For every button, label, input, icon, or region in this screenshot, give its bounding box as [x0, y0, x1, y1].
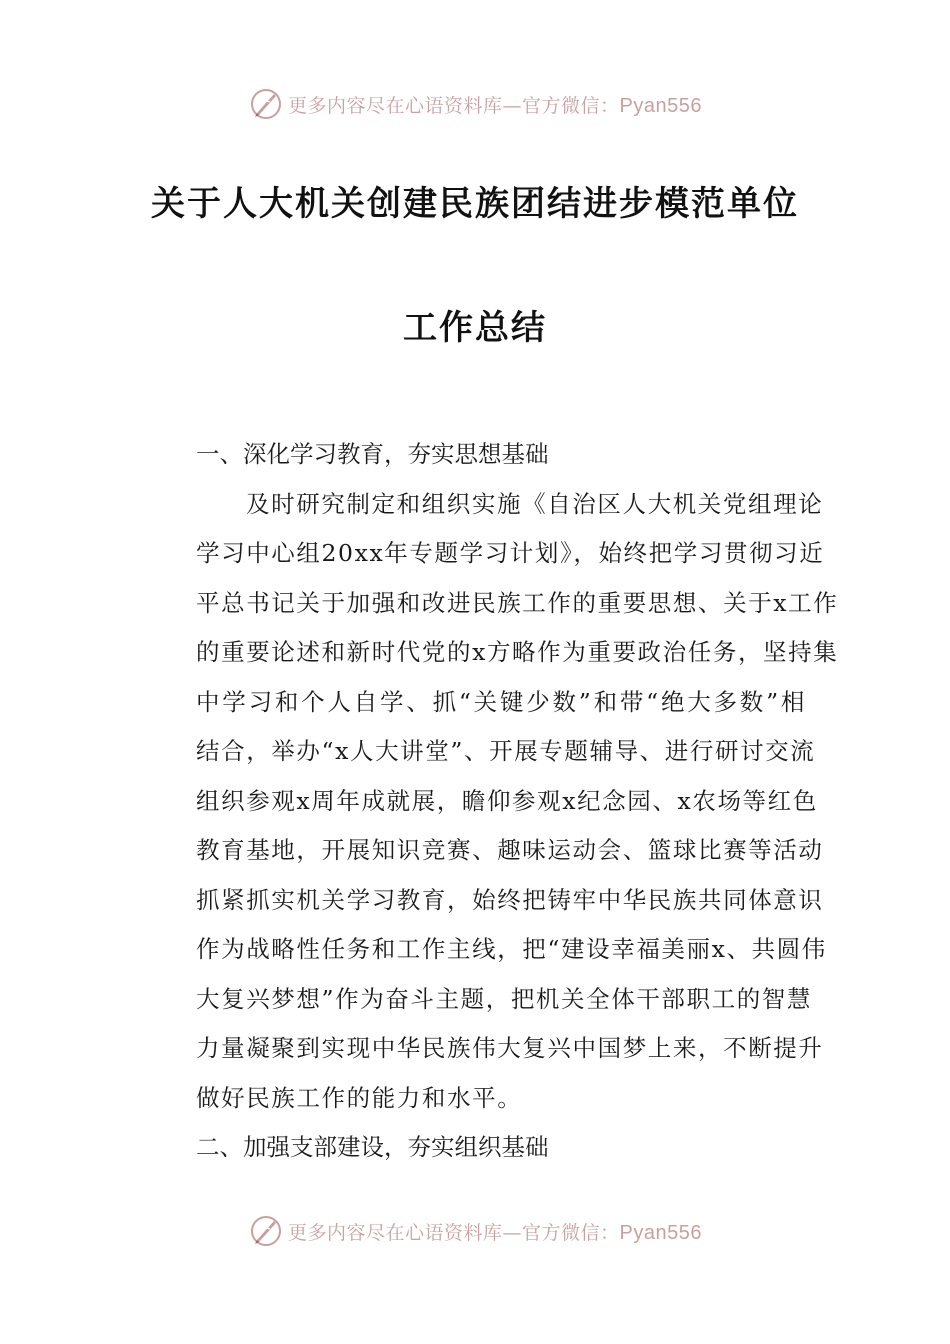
quill-pen-logo-icon — [248, 86, 284, 122]
paragraph-line: 的重要论述和新时代党的x方略作为重要政治任务，坚持集 — [196, 638, 839, 666]
quill-pen-logo-icon — [248, 1213, 284, 1249]
document-title-line-2: 工作总结 — [403, 308, 547, 348]
header-watermark — [0, 84, 950, 124]
paragraph-line: 学习中心组20xx年专题学习计划》，始终把学习贯彻习近 — [196, 539, 825, 567]
paragraph-line: 及时研究制定和组织实施《自治区人大机关党组理论 — [246, 489, 824, 518]
watermark-caption: 更多内容尽在心语资料库—官方微信： — [288, 1221, 620, 1244]
paragraph-line: 作为战略性任务和工作主线，把“建设幸福美丽x、共圆伟 — [196, 935, 827, 963]
section-heading-2: 二、加强支部建设，夯实组织基础 — [196, 1133, 549, 1161]
section-paragraph-1 — [146, 480, 839, 1124]
paragraph-line: 做好民族工作的能力和水平。 — [196, 1083, 523, 1112]
paragraph-line: 中学习和个人自学、抓“关键少数”和带“绝大多数”相 — [196, 687, 806, 716]
watermark-wechat-id: Pyan556 — [619, 94, 702, 117]
paragraph-line: 力量凝聚到实现中华民族伟大复兴中国梦上来，不断提升 — [196, 1034, 824, 1062]
document-body — [146, 430, 839, 1173]
paragraph-line: 大复兴梦想”作为奋斗主题，把机关全体干部职工的智慧 — [196, 984, 813, 1013]
watermark-text — [288, 91, 702, 118]
footer-watermark — [0, 1211, 950, 1251]
watermark-text — [288, 1218, 702, 1245]
paragraph-line: 教育基地，开展知识竞赛、趣味运动会、篮球比赛等活动 — [196, 836, 824, 864]
document-title-line-1: 关于人大机关创建民族团结进步模范单位 — [151, 184, 799, 224]
watermark-wechat-id: Pyan556 — [619, 1221, 702, 1244]
paragraph-line: 组织参观x周年成就展，瞻仰参观x纪念园、x农场等红色 — [196, 786, 818, 815]
paragraph-line: 平总书记关于加强和改进民族工作的重要思想、关于x工作 — [196, 588, 839, 617]
paragraph-line: 抓紧抓实机关学习教育，始终把铸牢中华民族共同体意识 — [196, 885, 824, 914]
watermark-caption: 更多内容尽在心语资料库—官方微信： — [288, 94, 620, 117]
section-heading-1: 一、深化学习教育，夯实思想基础 — [196, 440, 549, 468]
paragraph-line: 结合，举办“x人大讲堂”、开展专题辅导、进行研讨交流 — [196, 737, 816, 765]
